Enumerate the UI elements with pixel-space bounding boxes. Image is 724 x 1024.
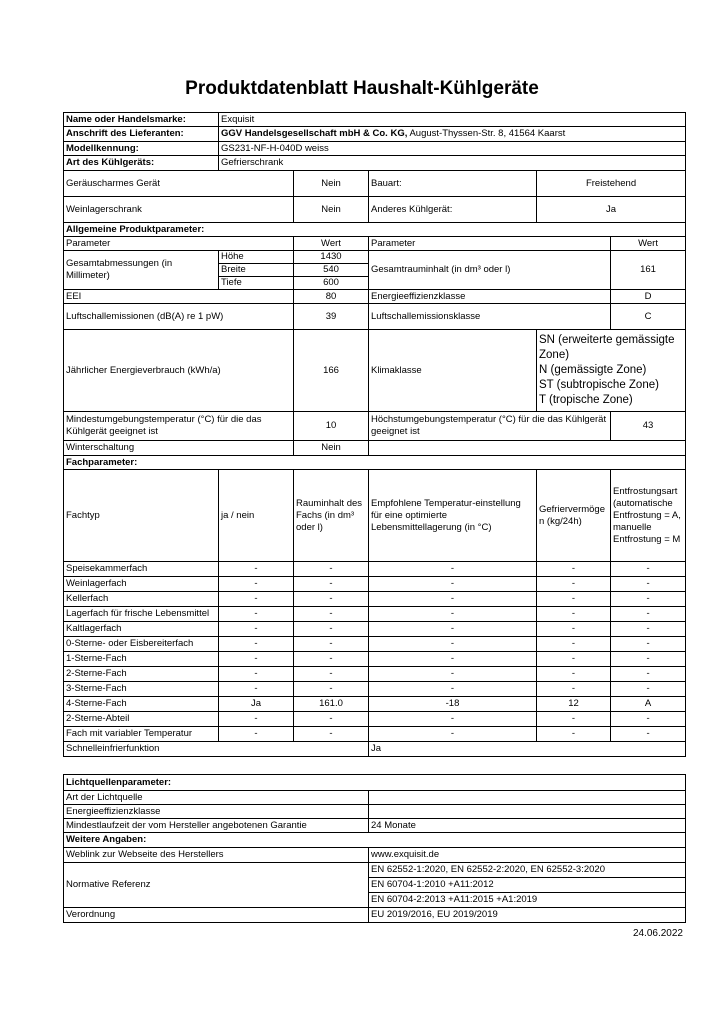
energy-consumption-value: 166 [294,330,369,412]
supplier-street: August-Thyssen-Str. 8, 41564 Kaarst [407,128,566,139]
norm-value-1: EN 62552-1:2020, EN 62552-2:2020, EN 62552-3:2020 [369,863,686,878]
build-label: Bauart: [369,171,537,197]
other-label: Anderes Kühlgerät: [369,197,537,223]
light-type-value [369,791,686,805]
compartment-type-cell: 1-Sterne-Fach [64,652,219,667]
supplier-name-value: Exquisit [219,113,686,127]
compartment-value-cell: - [294,577,369,592]
document-date: 24.06.2022 [632,928,683,939]
compartment-value-cell: - [611,562,686,577]
model-label: Modellkennung: [64,142,219,156]
min-temp-label: Mindestumgebungstemperatur (°C) für die das Kühlgerät geeignet ist [64,412,294,441]
compartment-value-cell: 12 [537,697,611,712]
compartment-value-cell: - [369,577,537,592]
width-value: 540 [294,264,369,277]
table-row [64,697,686,712]
max-temp-label: Höchstumgebungstemperatur (°C) für die das Kühlgerät geeignet ist [369,412,611,441]
compartment-type-cell: Weinlagerfach [64,577,219,592]
wine-label: Weinlagerschrank [64,197,294,223]
general-col-param-2: Parameter [369,237,611,251]
compartment-value-cell: - [611,727,686,742]
energy-consumption-label: Jährlicher Energieverbrauch (kWh/a) [64,330,294,412]
compartment-value-cell: - [219,667,294,682]
winter-empty [369,441,686,456]
eei-label: EEI [64,290,294,304]
compartment-value-cell: - [219,622,294,637]
width-label: Breite [219,264,294,277]
model-value: GS231-NF-H-040D weiss [219,142,686,156]
compartment-value-cell: - [369,622,537,637]
page-title: Produktdatenblatt Haushalt-Kühlgeräte [185,78,539,99]
winter-label: Winterschaltung [64,441,294,456]
light-heading: Lichtquellenparameter: [64,775,686,791]
compartment-value-cell: - [369,562,537,577]
compartment-value-cell: - [219,682,294,697]
climate-t: T (tropische Zone) [539,394,633,406]
compartment-value-cell: - [219,637,294,652]
norm-label: Normative Referenz [64,863,369,908]
compartment-value-cell: - [219,652,294,667]
norm-value-3: EN 60704-2:2013 +A11:2015 +A1:2019 [369,893,686,908]
appliance-type-value: Gefrierschrank [219,156,686,171]
height-value: 1430 [294,251,369,264]
light-type-label: Art der Lichtquelle [64,791,369,805]
col-yes-no: ja / nein [219,470,294,562]
norm-value-2: EN 60704-1:2010 +A11:2012 [369,878,686,893]
compartment-value-cell: A [611,697,686,712]
compartment-value-cell: - [611,652,686,667]
compartment-type-cell: 3-Sterne-Fach [64,682,219,697]
compartment-value-cell: - [219,562,294,577]
eei-value: 80 [294,290,369,304]
compartment-value-cell: - [537,667,611,682]
appliance-type-label: Art des Kühlgeräts: [64,156,219,171]
table-row [64,652,686,667]
further-heading: Weitere Angaben: [64,833,686,848]
volume-label: Gesamtrauminhalt (in dm³ oder l) [369,251,611,290]
col-recommended-temp: Empfohlene Temperatur-einstellung für eine optimierte Lebensmittellagerung (in °C) [369,470,537,562]
noise-class-label: Luftschallemissionsklasse [369,304,611,330]
compartment-value-cell: - [611,712,686,727]
table-row [64,562,686,577]
energy-class-label: Energieeffizienzklasse [369,290,611,304]
quiet-label: Geräuscharmes Gerät [64,171,294,197]
min-temp-value: 10 [294,412,369,441]
compartments-heading: Fachparameter: [64,456,686,470]
climate-sn: SN (erweiterte gemässigte Zone) [539,334,675,361]
col-compartment-type: Fachtyp [64,470,219,562]
climate-label: Klimaklasse [369,330,537,412]
compartments-header-row [64,470,686,562]
compartment-value-cell: - [369,727,537,742]
compartment-value-cell: - [219,592,294,607]
general-col-param: Parameter [64,237,294,251]
quick-freeze-label: Schnelleinfrierfunktion [64,742,369,757]
compartment-value-cell: - [294,712,369,727]
other-value: Ja [537,197,686,223]
compartment-value-cell: - [294,622,369,637]
general-col-value-2: Wert [611,237,686,251]
col-defrost-type: Entfrostungsart (automatische Entfrostung = A, manuelle Entfrostung = M [611,470,686,562]
compartment-value-cell: - [537,682,611,697]
winter-value: Nein [294,441,369,456]
table-row [64,637,686,652]
light-further-table [63,774,686,923]
quiet-value: Nein [294,171,369,197]
volume-value: 161 [611,251,686,290]
supplier-name-label: Name oder Handelsmarke: [64,113,219,127]
energy-class-value: D [611,290,686,304]
compartment-value-cell: - [369,592,537,607]
compartment-value-cell: - [537,607,611,622]
general-heading: Allgemeine Produktparameter: [64,223,686,237]
height-label: Höhe [219,251,294,264]
compartment-value-cell: - [537,637,611,652]
compartment-value-cell: - [219,607,294,622]
compartment-value-cell: - [294,592,369,607]
noise-value: 39 [294,304,369,330]
compartment-value-cell: - [219,727,294,742]
noise-label: Luftschallemissionen (dB(A) re 1 pW) [64,304,294,330]
compartment-value-cell: - [369,652,537,667]
table-row [64,607,686,622]
compartment-value-cell: - [537,577,611,592]
compartment-type-cell: Kaltlagerfach [64,622,219,637]
compartment-value-cell: Ja [219,697,294,712]
compartment-value-cell: - [611,592,686,607]
compartment-type-cell: Kellerfach [64,592,219,607]
compartment-value-cell: - [294,637,369,652]
compartment-type-cell: 2-Sterne-Abteil [64,712,219,727]
col-volume: Rauminhalt des Fachs (in dm³ oder l) [294,470,369,562]
regulation-label: Verordnung [64,908,369,923]
compartment-value-cell: - [294,727,369,742]
product-data-table [63,112,686,757]
compartment-value-cell: - [369,607,537,622]
compartment-value-cell: - [537,712,611,727]
table-row [64,667,686,682]
climate-n: N (gemässigte Zone) [539,364,647,376]
warranty-label: Mindestlaufzeit der vom Hersteller angebotenen Garantie [64,819,369,833]
regulation-value: EU 2019/2016, EU 2019/2019 [369,908,686,923]
supplier-address-label: Anschrift des Lieferanten: [64,127,219,142]
compartment-value-cell: - [611,622,686,637]
wine-value: Nein [294,197,369,223]
weblink-value: www.exquisit.de [369,848,686,863]
quick-freeze-value: Ja [369,742,686,757]
compartment-value-cell: - [537,562,611,577]
general-col-value: Wert [294,237,369,251]
compartment-value-cell: - [611,607,686,622]
weblink-label: Weblink zur Webseite des Herstellers [64,848,369,863]
supplier-address-value [219,127,686,142]
build-value: Freistehend [537,171,686,197]
compartment-value-cell: - [294,652,369,667]
compartment-type-cell: 2-Sterne-Fach [64,667,219,682]
compartment-value-cell: - [537,727,611,742]
table-row [64,592,686,607]
dims-label: Gesamtabmessungen (in Millimeter) [64,251,219,290]
compartment-value-cell: -18 [369,697,537,712]
compartment-value-cell: - [294,682,369,697]
compartment-value-cell: - [611,577,686,592]
compartment-value-cell: - [294,562,369,577]
light-energy-class-value [369,805,686,819]
compartments-body [64,562,686,742]
col-freezing-capacity: Gefriervermöge n (kg/24h) [537,470,611,562]
compartment-type-cell: 4-Sterne-Fach [64,697,219,712]
compartment-value-cell: - [369,637,537,652]
compartment-value-cell: - [537,622,611,637]
compartment-value-cell: - [537,652,611,667]
table-row [64,577,686,592]
compartment-value-cell: - [369,667,537,682]
compartment-type-cell: Fach mit variabler Temperatur [64,727,219,742]
compartment-value-cell: - [537,592,611,607]
compartment-value-cell: - [294,667,369,682]
table-row [64,622,686,637]
supplier-company-name: GGV Handelsgesellschaft mbH & Co. KG, [221,128,408,139]
compartment-value-cell: - [294,607,369,622]
compartment-value-cell: - [369,712,537,727]
compartment-type-cell: 0-Sterne- oder Eisbereiterfach [64,637,219,652]
depth-label: Tiefe [219,277,294,290]
compartment-value-cell: - [219,577,294,592]
warranty-value: 24 Monate [369,819,686,833]
noise-class-value: C [611,304,686,330]
max-temp-value: 43 [611,412,686,441]
compartment-type-cell: Lagerfach für frische Lebensmittel [64,607,219,622]
compartment-value-cell: - [219,712,294,727]
climate-st: ST (subtropische Zone) [539,379,659,391]
climate-values [537,330,686,412]
table-row [64,712,686,727]
table-row [64,727,686,742]
compartment-value-cell: - [369,682,537,697]
light-energy-class-label: Energieeffizienzklasse [64,805,369,819]
compartment-value-cell: 161.0 [294,697,369,712]
table-row [64,682,686,697]
compartment-value-cell: - [611,637,686,652]
compartment-value-cell: - [611,682,686,697]
compartment-type-cell: Speisekammerfach [64,562,219,577]
compartment-value-cell: - [611,667,686,682]
depth-value: 600 [294,277,369,290]
